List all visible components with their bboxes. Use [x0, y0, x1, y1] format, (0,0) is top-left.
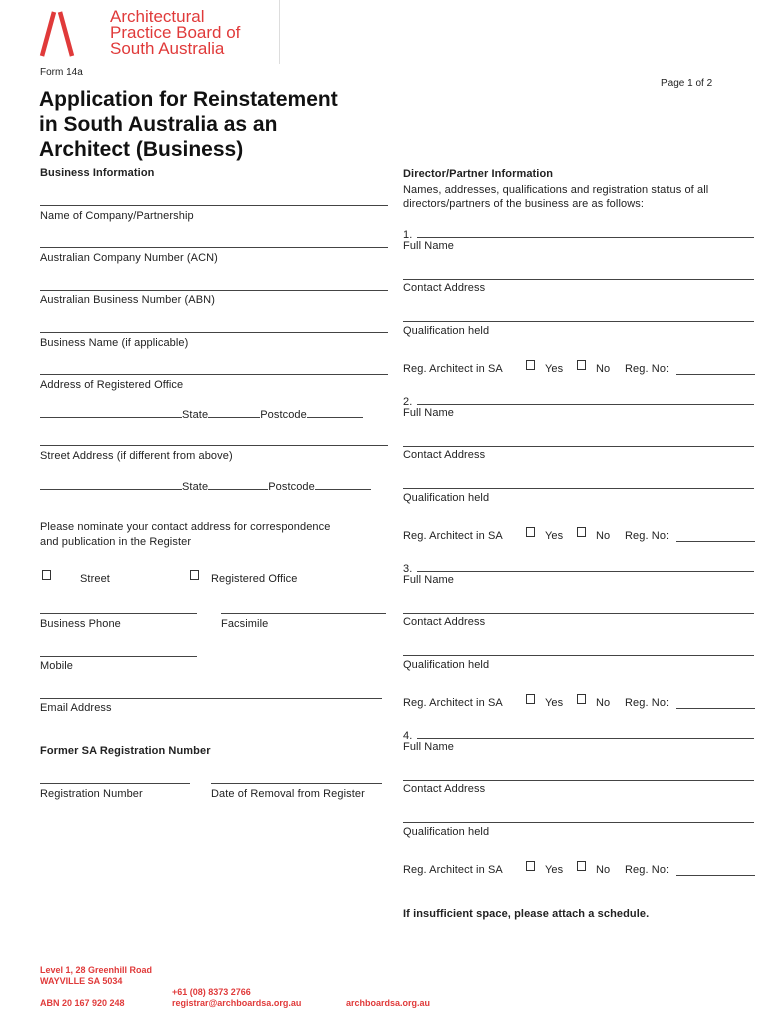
state-label: State: [182, 481, 209, 493]
nominate-line-2: and publication in the Register: [40, 536, 192, 548]
qualification-field[interactable]: [403, 822, 754, 823]
logo: [38, 7, 278, 60]
yes-label: Yes: [545, 530, 564, 542]
no-checkbox[interactable]: [577, 360, 586, 370]
suburb-field[interactable]: [40, 479, 182, 490]
suburb-field[interactable]: [40, 407, 182, 418]
footer-contact: [172, 987, 301, 1009]
registered-office-checkbox[interactable]: [190, 570, 199, 580]
directors-heading: Director/Partner Information: [403, 168, 554, 180]
business-phone-field[interactable]: [40, 613, 197, 614]
yes-label: Yes: [545, 864, 564, 876]
page-title: [39, 87, 338, 162]
contact-address-field[interactable]: [403, 613, 754, 614]
acn-label: Australian Company Number (ACN): [40, 252, 218, 264]
footer-email[interactable]: registrar@archboardsa.org.au: [172, 998, 302, 1008]
org-name-line-1: Architectural: [110, 7, 205, 26]
org-name-line-3: South Australia: [110, 39, 225, 58]
mobile-label: Mobile: [40, 660, 74, 672]
no-checkbox[interactable]: [577, 694, 586, 704]
yes-checkbox[interactable]: [526, 694, 535, 704]
no-label: No: [596, 864, 611, 876]
facsimile-label: Facsimile: [221, 618, 269, 630]
full-name-label: Full Name: [403, 574, 455, 586]
registered-office-option-label: Registered Office: [211, 573, 298, 585]
street-checkbox[interactable]: [42, 570, 51, 580]
intro-line-1: Names, addresses, qualifications and registration status of all: [403, 184, 709, 196]
mobile-field[interactable]: [40, 656, 197, 657]
business-name-field[interactable]: [40, 332, 388, 333]
footer-abn: ABN 20 167 920 248: [40, 998, 125, 1008]
street-option-label: Street: [80, 573, 110, 585]
no-checkbox[interactable]: [577, 527, 586, 537]
yes-label: Yes: [545, 363, 564, 375]
no-checkbox[interactable]: [577, 861, 586, 871]
full-name-label: Full Name: [403, 407, 455, 419]
title-line-3: Architect (Business): [39, 138, 244, 161]
full-name-field[interactable]: [417, 404, 754, 405]
reg-architect-label: Reg. Architect in SA: [403, 363, 503, 375]
yes-label: Yes: [545, 697, 564, 709]
page-number: Page 1 of 2: [661, 78, 713, 89]
title-line-2: in South Australia as an: [39, 113, 278, 136]
yes-checkbox[interactable]: [526, 527, 535, 537]
qualification-label: Qualification held: [403, 659, 490, 671]
reg-no-field[interactable]: [676, 708, 755, 709]
contact-address-field[interactable]: [403, 279, 754, 280]
no-label: No: [596, 530, 611, 542]
director-number: 2.: [403, 396, 413, 408]
street-address-label: Street Address (if different from above): [40, 450, 233, 462]
postcode-label: Postcode: [268, 481, 315, 493]
footer-address-line-2: WAYVILLE SA 5034: [40, 976, 123, 986]
registered-office-state-row: [40, 407, 363, 421]
contact-address-field[interactable]: [403, 446, 754, 447]
contact-address-label: Contact Address: [403, 616, 486, 628]
state-field[interactable]: [208, 479, 268, 490]
abn-label: Australian Business Number (ABN): [40, 294, 215, 306]
reg-architect-label: Reg. Architect in SA: [403, 697, 503, 709]
footer-address-line-1: Level 1, 28 Greenhill Road: [40, 965, 153, 975]
abn-field[interactable]: [40, 290, 388, 291]
full-name-label: Full Name: [403, 240, 455, 252]
postcode-field[interactable]: [307, 407, 363, 418]
business-phone-label: Business Phone: [40, 618, 121, 630]
qualification-field[interactable]: [403, 488, 754, 489]
company-name-label: Name of Company/Partnership: [40, 210, 194, 222]
nominate-line-1: Please nominate your contact address for correspondence: [40, 521, 331, 533]
full-name-field[interactable]: [417, 738, 754, 739]
footer-address: [40, 965, 152, 987]
business-name-label: Business Name (if applicable): [40, 337, 189, 349]
full-name-label: Full Name: [403, 741, 455, 753]
insufficient-space-note: If insufficient space, please attach a schedule.: [403, 908, 650, 920]
org-name-line-2: Practice Board of: [110, 23, 241, 42]
no-label: No: [596, 363, 611, 375]
state-label: State: [182, 409, 209, 421]
reg-no-label: Reg. No:: [625, 363, 670, 375]
qualification-label: Qualification held: [403, 826, 490, 838]
footer-phone: +61 (08) 8373 2766: [172, 987, 251, 997]
acn-field[interactable]: [40, 247, 388, 248]
email-field[interactable]: [40, 698, 382, 699]
postcode-label: Postcode: [260, 409, 307, 421]
removal-date-label: Date of Removal from Register: [211, 788, 365, 800]
facsimile-field[interactable]: [221, 613, 386, 614]
reg-no-field[interactable]: [676, 541, 755, 542]
director-number: 1.: [403, 229, 413, 241]
email-label: Email Address: [40, 702, 112, 714]
company-name-field[interactable]: [40, 205, 388, 206]
qualification-label: Qualification held: [403, 325, 490, 337]
logo-mark-icon: [38, 10, 86, 58]
title-line-1: Application for Reinstatement: [39, 88, 338, 111]
postcode-field[interactable]: [315, 479, 371, 490]
director-number: 4.: [403, 730, 413, 742]
removal-date-field[interactable]: [211, 783, 382, 784]
yes-checkbox[interactable]: [526, 861, 535, 871]
reg-architect-label: Reg. Architect in SA: [403, 530, 503, 542]
state-field[interactable]: [208, 407, 260, 418]
registered-office-field[interactable]: [40, 374, 388, 375]
registration-number-field[interactable]: [40, 783, 190, 784]
reg-no-label: Reg. No:: [625, 530, 670, 542]
reg-no-field[interactable]: [676, 875, 755, 876]
street-address-field[interactable]: [40, 445, 388, 446]
qualification-field[interactable]: [403, 655, 754, 656]
directors-intro: [403, 183, 708, 211]
yes-checkbox[interactable]: [526, 360, 535, 370]
business-heading: Business Information: [40, 167, 155, 179]
contact-address-label: Contact Address: [403, 783, 486, 795]
contact-address-label: Contact Address: [403, 282, 486, 294]
reg-no-label: Reg. No:: [625, 864, 670, 876]
registered-office-label: Address of Registered Office: [40, 379, 184, 391]
reg-no-label: Reg. No:: [625, 697, 670, 709]
reg-architect-label: Reg. Architect in SA: [403, 864, 503, 876]
intro-line-2: directors/partners of the business are as follows:: [403, 198, 645, 210]
header-divider: [279, 0, 280, 64]
contact-address-field[interactable]: [403, 780, 754, 781]
nominate-text: [40, 520, 330, 550]
footer-website[interactable]: archboardsa.org.au: [346, 998, 431, 1008]
street-address-state-row: [40, 479, 371, 493]
form-number: Form 14a: [40, 67, 83, 78]
reg-no-field[interactable]: [676, 374, 755, 375]
former-registration-heading: Former SA Registration Number: [40, 745, 211, 757]
full-name-field[interactable]: [417, 237, 754, 238]
contact-address-label: Contact Address: [403, 449, 486, 461]
director-number: 3.: [403, 563, 413, 575]
qualification-label: Qualification held: [403, 492, 490, 504]
no-label: No: [596, 697, 611, 709]
qualification-field[interactable]: [403, 321, 754, 322]
registration-number-label: Registration Number: [40, 788, 143, 800]
full-name-field[interactable]: [417, 571, 754, 572]
